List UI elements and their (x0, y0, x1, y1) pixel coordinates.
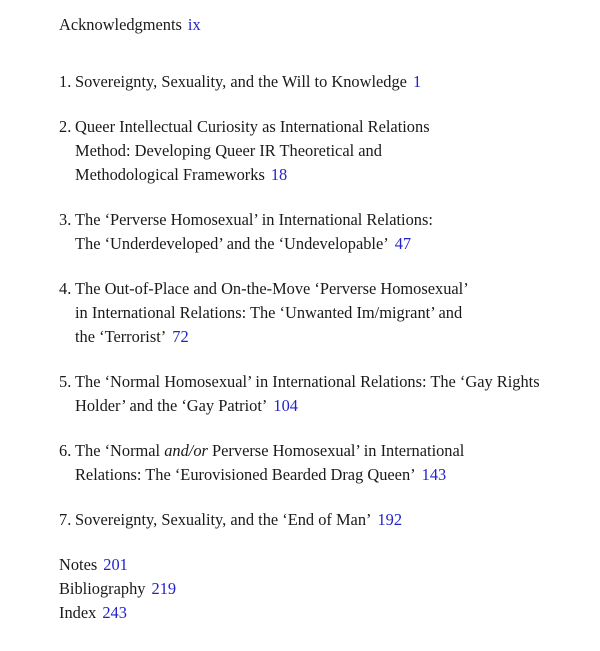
chapter-number: 6. (59, 441, 72, 460)
page-number-link[interactable]: 192 (377, 510, 403, 529)
toc-entry-title: Index (59, 603, 97, 622)
toc-entry-index[interactable] (59, 601, 579, 625)
toc-entry-bibliography[interactable] (59, 577, 579, 601)
chapter-title-line: The ‘Normal Homosexual’ in International Relations: The ‘Gay Rights (75, 372, 540, 391)
chapter-title-line: The ‘Perverse Homosexual’ in International Relations: (75, 210, 433, 229)
toc-chapter-1[interactable] (59, 70, 579, 94)
chapter-title (75, 115, 579, 187)
back-matter-list (59, 553, 579, 625)
chapter-title-line: Holder’ and the ‘Gay Patriot’ (75, 396, 268, 415)
page-number-link[interactable]: 104 (273, 396, 298, 415)
chapter-title-line: Method: Developing Queer IR Theoretical and (75, 141, 382, 160)
chapter-title-line: The Out-of-Place and On-the-Move ‘Perverse Homosexual’ (75, 279, 469, 298)
chapter-title (75, 508, 579, 532)
chapter-title-line: Relations: The ‘Eurovisioned Bearded Drag Queen’ (75, 465, 416, 484)
toc-chapter-3[interactable] (59, 208, 579, 256)
page-number-link[interactable]: 243 (102, 603, 127, 622)
chapter-title (75, 277, 579, 349)
chapter-title-line: in International Relations: The ‘Unwanted Im/migrant’ and (75, 303, 463, 322)
chapter-number: 2. (59, 117, 72, 136)
page-number-link[interactable]: 18 (270, 165, 288, 184)
chapter-title (75, 70, 579, 94)
page-number-link[interactable]: 219 (151, 579, 177, 598)
page-number-link[interactable]: 143 (421, 465, 447, 484)
page-number-link[interactable]: 1 (412, 72, 422, 91)
toc-chapter-4[interactable] (59, 277, 579, 349)
toc-entry-title: Acknowledgments (59, 15, 182, 34)
chapter-title-line: The ‘Underdeveloped’ and the ‘Undevelopable’ (75, 234, 389, 253)
chapter-title-line: Sovereignty, Sexuality, and the ‘End of Man’ (75, 510, 372, 529)
chapter-title-line: Methodological Frameworks (75, 165, 265, 184)
toc-entry-title: Bibliography (59, 579, 146, 598)
chapter-number: 7. (59, 510, 72, 529)
toc-chapter-5[interactable] (59, 370, 579, 418)
toc-entry-acknowledgments[interactable] (59, 13, 579, 37)
page-number-link[interactable]: 72 (172, 327, 189, 346)
toc-entry-notes[interactable] (59, 553, 579, 577)
chapter-title-text: The ‘Normal (75, 441, 165, 460)
chapter-number: 4. (59, 279, 72, 298)
table-of-contents (59, 13, 579, 625)
chapter-title-italic: and/or (164, 441, 208, 460)
toc-chapter-2[interactable] (59, 115, 579, 187)
chapter-title (75, 439, 579, 487)
chapter-number: 5. (59, 372, 72, 391)
chapter-title-line (75, 439, 579, 463)
chapter-title (75, 208, 579, 256)
toc-chapter-7[interactable] (59, 508, 579, 532)
chapter-title-line: Queer Intellectual Curiosity as International Relations (75, 117, 430, 136)
chapter-title-text: Perverse Homosexual’ in International (207, 441, 465, 460)
page-number-link[interactable]: 201 (103, 555, 128, 574)
chapter-number: 1. (59, 72, 72, 91)
chapter-title-line: Sovereignty, Sexuality, and the Will to Knowledge (75, 72, 407, 91)
toc-chapter-6[interactable] (59, 439, 579, 487)
chapter-title (75, 370, 579, 418)
chapter-number: 3. (59, 210, 72, 229)
page-number-link[interactable]: ix (187, 15, 201, 34)
toc-entry-title: Notes (59, 555, 98, 574)
chapter-title-line: the ‘Terrorist’ (75, 327, 167, 346)
page-number-link[interactable]: 47 (394, 234, 412, 253)
